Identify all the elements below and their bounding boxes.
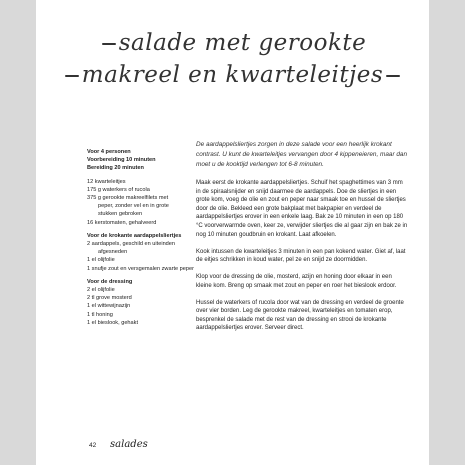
- potato-item: 1 el olijfolie: [87, 257, 115, 264]
- ingredient-item: peper, zonder vel en in grote: [98, 203, 169, 210]
- ingredient-item: 175 g waterkers of rucola: [87, 186, 150, 193]
- ingredient-item: 16 kerstomaten, gehalveerd: [87, 219, 157, 226]
- cook-time: Bereiding 20 minuten: [87, 165, 144, 172]
- page-footer: [89, 439, 148, 450]
- dressing-item: 2 tl grove mosterd: [87, 295, 132, 302]
- potato-heading: Voor de krokante aardappelsliertjes: [87, 232, 182, 239]
- ingredient-item: 12 kwarteleitjes: [87, 178, 126, 185]
- method-paragraph: Klop voor de dressing de olie, mosterd, azijn en honing door elkaar in een kleine kom. Breng op smaak met zout en peper en roer het bieslook erdoor.: [196, 274, 397, 289]
- title-swash-right: [386, 75, 400, 77]
- method-paragraph: Hussel de waterkers of rucola door wat van de dressing en verdeel de groente over vier borden. Leg de gerookte makreel, kwarteleitjes en tomaten erop, besprenkel de salade met de rest van de dressing en strooi de krokante aardappelsliertjes erover. Serveer direct.: [196, 299, 404, 332]
- title-line-1: [36, 32, 429, 55]
- ingredients-column: [87, 148, 207, 327]
- method-paragraph: Kook intussen de kwarteleitjes 3 minuten in een pan kokend water. Giet af, laat de eitjes schrikken in koud water, pel ze en snijd ze doormidden.: [196, 248, 406, 264]
- title-line-2-text: makreel en kwarteleitjes: [81, 62, 384, 88]
- dressing-item: 1 el wittewijnazijn: [87, 303, 131, 310]
- potato-item: 2 aardappels, geschild en uiteinden: [87, 241, 176, 248]
- title-line-1-text: salade met gerookte: [118, 30, 367, 56]
- dressing-item: 2 el olijfolie: [87, 287, 115, 294]
- dressing-heading: Voor de dressing: [87, 278, 133, 285]
- dressing-item: 1 tl honing: [87, 311, 113, 318]
- title-line-2: [36, 64, 429, 87]
- method-column: [196, 140, 408, 341]
- potato-item: 1 snufje zout en versgemalen zwarte peper: [87, 265, 194, 272]
- intro-text: De aardappelsliertjes zorgen in deze salade voor een heerlijk krokant contrast. U kunt de kwarteleitjes vervangen door 4 kippeneieren, maar dan moet u de kooktijd verlengen tot 6-8 minuten.: [196, 141, 408, 168]
- ingredient-item: stukken gebroken: [98, 211, 143, 218]
- title-swash-left-2: [65, 75, 79, 77]
- prep-time: Voorbereiding 10 minuten: [87, 157, 156, 164]
- title-swash-left: [102, 43, 116, 45]
- ingredient-item: 375 g gerookte makreelfilets met: [87, 195, 169, 202]
- section-name: salades: [110, 439, 148, 450]
- servings: Voor 4 personen: [87, 149, 131, 155]
- page-number: 42: [89, 442, 97, 449]
- potato-item: afgesneden: [98, 249, 128, 256]
- recipe-page: [36, 0, 429, 465]
- method-paragraph: Maak eerst de krokante aardappelsliertjes. Schuif het spaghettimes van 3 mm in de spiraalsnijder en snijd daarmee de aardappels. Doe de sliertjes in een grote kom, voeg de olie en zout en peper naar smaak toe en hussel de sliertjes door de olie. Bekleed een grote bakplaat met bakpapier en verdeel de aardappelsliertjes erover in een enkele laag. Bak ze 10 minuten in een op 180 °C voorverwarmde oven, keer ze, verwijder sliertjes die al gaar zijn en bak ze in nog 10 minuten goudbruin en krokant. Laat afkoelen.: [196, 180, 408, 238]
- dressing-item: 1 el bieslook, gehakt: [87, 319, 138, 326]
